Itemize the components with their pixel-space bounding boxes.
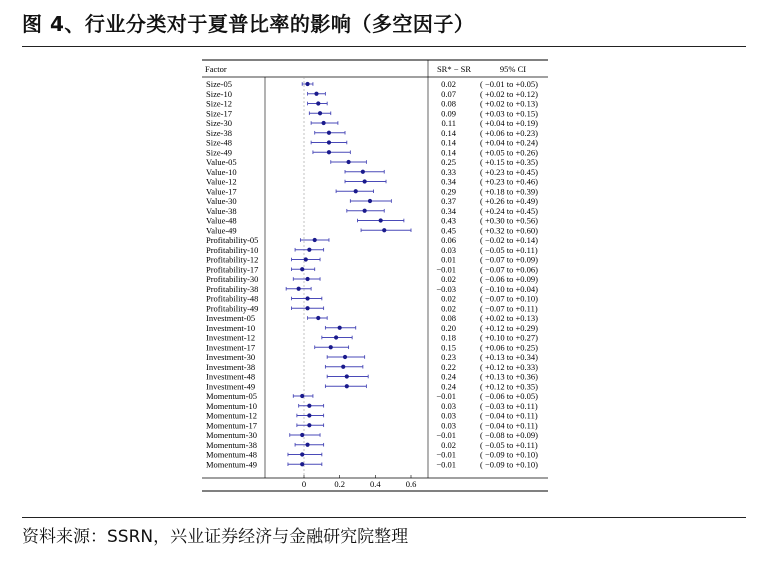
sr-value: 0.22 — [441, 361, 456, 372]
sr-value: 0.02 — [441, 303, 456, 314]
estimate-point — [327, 140, 331, 144]
ci-text: ( −0.09 to +0.10) — [480, 459, 538, 470]
forest-row — [206, 196, 538, 206]
sr-value: 0.34 — [441, 205, 456, 216]
factor-label: Size-17 — [206, 108, 232, 119]
factor-label: Profitability-49 — [206, 303, 259, 314]
ci-text: ( +0.06 to +0.23) — [480, 127, 538, 138]
estimate-point — [300, 452, 304, 456]
ci-text: ( −0.07 to +0.11) — [480, 303, 538, 314]
ci-text: ( +0.12 to +0.35) — [480, 381, 538, 392]
ci-text: ( −0.01 to +0.05) — [480, 79, 538, 89]
ci-text: ( −0.06 to +0.09) — [480, 274, 538, 284]
forest-row — [206, 118, 538, 128]
estimate-point — [300, 267, 304, 271]
sr-value: −0.03 — [436, 283, 456, 294]
estimate-point — [307, 413, 311, 417]
ci-text: ( +0.04 to +0.24) — [480, 137, 538, 148]
x-tick-label: 0.2 — [334, 479, 345, 489]
forest-row — [206, 352, 538, 362]
factor-label: Size-49 — [206, 147, 232, 158]
factor-label: Value-38 — [206, 205, 237, 216]
forest-row — [206, 450, 538, 460]
estimate-point — [314, 92, 318, 96]
estimate-point — [368, 199, 372, 203]
forest-row — [206, 177, 538, 187]
sr-value: 0.03 — [441, 400, 456, 411]
estimate-point — [313, 238, 317, 242]
ci-text: ( +0.32 to +0.60) — [480, 225, 538, 236]
estimate-point — [345, 374, 349, 378]
estimate-point — [305, 296, 309, 300]
ci-text: ( +0.03 to +0.15) — [480, 108, 538, 119]
estimate-point — [300, 394, 304, 398]
factor-label: Investment-12 — [206, 332, 256, 343]
sr-value: −0.01 — [436, 391, 456, 401]
factor-label: Size-30 — [206, 118, 232, 128]
forest-row — [206, 274, 538, 284]
estimate-point — [307, 404, 311, 408]
factor-label: Investment-48 — [206, 371, 256, 382]
factor-label: Value-48 — [206, 215, 237, 226]
ci-text: ( −0.08 to +0.09) — [480, 430, 538, 440]
factor-label: Investment-30 — [206, 352, 256, 362]
forest-row — [206, 255, 538, 265]
sr-value: 0.33 — [441, 166, 456, 177]
sr-value: 0.08 — [441, 313, 456, 323]
forest-row — [206, 420, 538, 430]
factor-label: Profitability-30 — [206, 274, 259, 284]
ci-text: ( +0.10 to +0.27) — [480, 332, 538, 343]
x-tick-label: 0 — [301, 479, 307, 489]
sr-value: 0.18 — [441, 332, 456, 343]
forest-row — [206, 157, 538, 167]
table-header — [205, 64, 526, 74]
factor-label: Value-05 — [206, 157, 237, 167]
ci-text: ( −0.07 to +0.10) — [480, 293, 538, 304]
factor-label: Size-38 — [206, 127, 232, 138]
sr-value: 0.02 — [441, 439, 456, 450]
ci-text: ( +0.23 to +0.46) — [480, 176, 538, 187]
ci-text: ( −0.09 to +0.10) — [480, 449, 538, 460]
ci-text: ( +0.13 to +0.34) — [480, 352, 538, 362]
x-tick-label: 0.4 — [370, 479, 381, 489]
sr-value: 0.01 — [441, 254, 456, 265]
factor-label: Momentum-48 — [206, 449, 257, 460]
ci-text: ( +0.12 to +0.33) — [480, 361, 538, 372]
column-header-ci: 95% CI — [499, 64, 527, 74]
ci-text: ( +0.18 to +0.39) — [480, 186, 538, 197]
factor-label: Value-10 — [206, 166, 237, 177]
ci-text: ( +0.05 to +0.26) — [480, 147, 538, 158]
factor-label: Size-48 — [206, 137, 232, 148]
estimate-point — [307, 248, 311, 252]
sr-value: 0.09 — [441, 108, 456, 119]
ci-text: ( −0.06 to +0.05) — [480, 391, 538, 401]
sr-value: 0.14 — [441, 147, 456, 158]
sr-value: 0.25 — [441, 157, 456, 167]
sr-value: 0.08 — [441, 98, 456, 109]
forest-row — [206, 459, 538, 469]
ci-text: ( −0.05 to +0.11) — [480, 439, 538, 450]
estimate-point — [322, 121, 326, 125]
estimate-point — [300, 433, 304, 437]
estimate-point — [327, 131, 331, 135]
sr-value: 0.02 — [441, 293, 456, 304]
estimate-point — [327, 150, 331, 154]
factor-label: Momentum-49 — [206, 459, 257, 470]
factor-label: Value-30 — [206, 196, 237, 206]
sr-value: 0.20 — [441, 322, 456, 333]
ci-text: ( −0.03 to +0.11) — [480, 400, 538, 411]
forest-row — [206, 313, 538, 323]
forest-rows — [206, 79, 538, 469]
forest-row — [206, 138, 538, 148]
ci-text: ( +0.02 to +0.12) — [480, 88, 538, 99]
ci-text: ( +0.13 to +0.36) — [480, 371, 538, 382]
forest-row — [206, 79, 538, 89]
estimate-point — [338, 326, 342, 330]
ci-text: ( +0.02 to +0.13) — [480, 98, 538, 109]
forest-row — [206, 108, 538, 118]
factor-label: Value-49 — [206, 225, 237, 236]
estimate-point — [361, 170, 365, 174]
factor-label: Momentum-05 — [206, 391, 257, 401]
ci-text: ( −0.07 to +0.09) — [480, 254, 538, 265]
sr-value: 0.24 — [441, 371, 456, 382]
forest-row — [206, 381, 538, 391]
ci-text: ( −0.07 to +0.06) — [480, 264, 538, 275]
factor-label: Size-12 — [206, 98, 232, 109]
sr-value: 0.45 — [441, 225, 456, 236]
factor-label: Size-05 — [206, 79, 232, 89]
forest-row — [206, 235, 538, 245]
x-tick-label: 0.6 — [405, 479, 417, 489]
estimate-point — [305, 82, 309, 86]
forest-row — [206, 245, 538, 255]
estimate-point — [345, 384, 349, 388]
factor-label: Profitability-12 — [206, 254, 259, 265]
estimate-point — [382, 228, 386, 232]
estimate-point — [300, 462, 304, 466]
estimate-point — [297, 287, 301, 291]
estimate-point — [307, 423, 311, 427]
forest-row — [206, 401, 538, 411]
forest-row — [206, 264, 538, 274]
sr-value: −0.01 — [436, 459, 456, 470]
forest-row — [206, 186, 538, 196]
factor-label: Investment-10 — [206, 322, 256, 333]
forest-row — [206, 342, 538, 352]
factor-label: Momentum-12 — [206, 410, 257, 421]
estimate-point — [346, 160, 350, 164]
sr-value: 0.23 — [441, 352, 456, 362]
ci-text: ( −0.05 to +0.11) — [480, 244, 538, 255]
forest-row — [206, 430, 538, 440]
factor-label: Profitability-10 — [206, 244, 259, 255]
forest-row — [206, 206, 538, 216]
ci-text: ( +0.24 to +0.45) — [480, 205, 538, 216]
column-header-sr: SR* − SR — [436, 64, 472, 74]
ci-text: ( −0.10 to +0.04) — [480, 283, 538, 294]
estimate-point — [379, 218, 383, 222]
factor-label: Momentum-38 — [206, 439, 257, 450]
estimate-point — [334, 335, 338, 339]
ci-text: ( +0.23 to +0.45) — [480, 166, 538, 177]
sr-value: 0.03 — [441, 410, 456, 421]
sr-value: 0.29 — [441, 186, 456, 197]
factor-label: Profitability-05 — [206, 235, 259, 245]
estimate-point — [341, 365, 345, 369]
factor-label: Profitability-48 — [206, 293, 259, 304]
forest-row — [206, 89, 538, 99]
sr-value: 0.06 — [441, 235, 456, 245]
bottom-divider — [22, 517, 746, 518]
sr-value: 0.15 — [441, 342, 456, 353]
sr-value: 0.14 — [441, 127, 456, 138]
x-axis — [302, 475, 416, 489]
forest-row — [206, 167, 538, 177]
factor-label: Investment-38 — [206, 361, 256, 372]
ci-text: ( +0.30 to +0.56) — [480, 215, 538, 226]
estimate-point — [305, 443, 309, 447]
estimate-point — [305, 306, 309, 310]
sr-value: 0.14 — [441, 137, 456, 148]
forest-row — [206, 333, 538, 343]
sr-value: 0.02 — [441, 274, 456, 284]
estimate-point — [316, 101, 320, 105]
sr-value: 0.07 — [441, 88, 456, 99]
factor-label: Momentum-10 — [206, 400, 257, 411]
sr-value: 0.43 — [441, 215, 456, 226]
estimate-point — [329, 345, 333, 349]
factor-label: Momentum-30 — [206, 430, 257, 440]
forest-row — [206, 225, 538, 235]
estimate-point — [363, 209, 367, 213]
sr-value: 0.03 — [441, 420, 456, 431]
factor-label: Profitability-38 — [206, 283, 259, 294]
factor-label: Size-10 — [206, 88, 232, 99]
sr-value: 0.24 — [441, 381, 456, 392]
source-note: 资料来源：SSRN，兴业证券经济与金融研究院整理 — [22, 527, 409, 547]
forest-row — [206, 323, 538, 333]
forest-row — [206, 294, 538, 304]
estimate-point — [318, 111, 322, 115]
forest-row — [206, 362, 538, 372]
figure-title: 图 4、行业分类对于夏普比率的影响（多空因子） — [22, 12, 475, 36]
sr-value: −0.01 — [436, 430, 456, 440]
sr-value: 0.34 — [441, 176, 456, 187]
ci-text: ( +0.06 to +0.25) — [480, 342, 538, 353]
factor-label: Investment-05 — [206, 313, 256, 323]
forest-row — [206, 284, 538, 294]
estimate-point — [304, 257, 308, 261]
forest-row — [206, 372, 538, 382]
forest-row — [206, 440, 538, 450]
estimate-point — [316, 316, 320, 320]
factor-label: Investment-17 — [206, 342, 256, 353]
forest-row — [206, 216, 538, 226]
ci-text: ( +0.26 to +0.49) — [480, 196, 538, 206]
estimate-point — [305, 277, 309, 281]
factor-label: Investment-49 — [206, 381, 256, 392]
ci-text: ( −0.02 to +0.14) — [480, 235, 538, 245]
ci-text: ( +0.04 to +0.19) — [480, 118, 538, 128]
sr-value: 0.02 — [441, 79, 456, 89]
estimate-point — [354, 189, 358, 193]
factor-label: Value-12 — [206, 176, 237, 187]
sr-value: −0.01 — [436, 264, 456, 275]
sr-value: 0.37 — [441, 196, 456, 206]
forest-row — [206, 411, 538, 421]
ci-text: ( +0.02 to +0.13) — [480, 313, 538, 323]
sr-value: 0.03 — [441, 244, 456, 255]
ci-text: ( +0.15 to +0.35) — [480, 157, 538, 167]
estimate-point — [343, 355, 347, 359]
forest-row — [206, 99, 538, 109]
ci-text: ( −0.04 to +0.11) — [480, 410, 538, 421]
factor-label: Value-17 — [206, 186, 237, 197]
forest-row — [206, 391, 538, 401]
factor-label: Momentum-17 — [206, 420, 257, 431]
forest-row — [206, 147, 538, 157]
estimate-point — [363, 179, 367, 183]
ci-text: ( −0.04 to +0.11) — [480, 420, 538, 431]
sr-value: 0.11 — [441, 118, 456, 128]
factor-label: Profitability-17 — [206, 264, 259, 275]
column-header-factor: Factor — [205, 64, 227, 74]
forest-row — [206, 128, 538, 138]
sr-value: −0.01 — [436, 449, 456, 460]
forest-row — [206, 303, 538, 313]
ci-text: ( +0.12 to +0.29) — [480, 322, 538, 333]
